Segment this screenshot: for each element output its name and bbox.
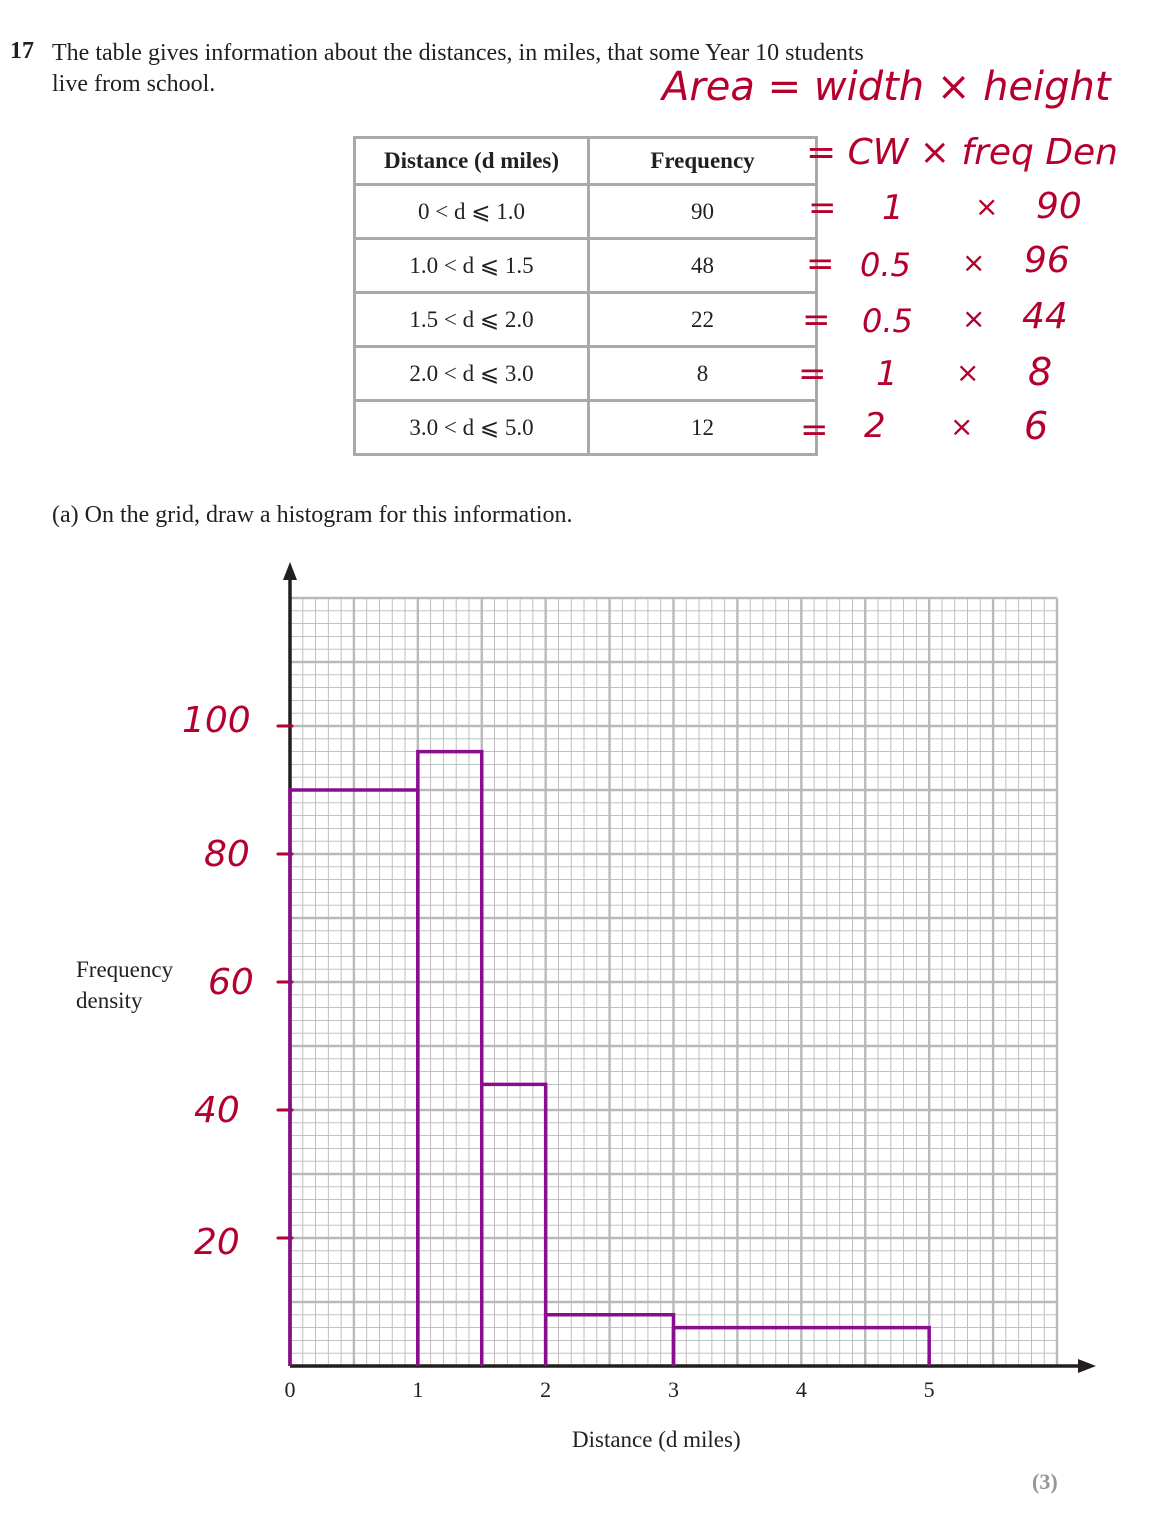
header-frequency: Frequency xyxy=(589,138,817,185)
x-tick-label: 4 xyxy=(795,1377,807,1402)
row-frequency: 48 xyxy=(589,239,817,293)
row-frequency: 8 xyxy=(589,347,817,401)
question-number: 17 xyxy=(10,38,34,64)
x-tick-label: 1 xyxy=(412,1377,424,1402)
hw-times: × xyxy=(975,190,999,223)
hw-times: × xyxy=(950,410,974,443)
row-frequency: 12 xyxy=(589,401,817,455)
header-distance: Distance (d miles) xyxy=(355,138,589,185)
hw-ylabel-100: 100 xyxy=(182,700,251,741)
x-axis-arrow xyxy=(1078,1359,1096,1373)
hw-ylabel-60: 60 xyxy=(208,962,254,1003)
y-axis-arrow xyxy=(283,562,297,580)
row-range: 1.0 < d ⩽ 1.5 xyxy=(355,239,589,293)
hw-times: × xyxy=(956,356,980,389)
y-axis-label-word: Frequency xyxy=(76,957,174,982)
row-range: 1.5 < d ⩽ 2.0 xyxy=(355,293,589,347)
hw-fd: 6 xyxy=(1024,404,1049,448)
hw-ylabel-80: 80 xyxy=(204,834,250,875)
hw-fd: 44 xyxy=(1022,296,1068,337)
hw-fd: 96 xyxy=(1024,240,1070,281)
hw-eq: = xyxy=(806,244,835,284)
x-tick-label: 0 xyxy=(284,1377,296,1402)
hw-fd: 8 xyxy=(1028,350,1053,394)
part-a-instruction: (a) On the grid, draw a histogram for this information. xyxy=(52,502,573,528)
hw-times: × xyxy=(962,246,986,279)
x-tick-label: 2 xyxy=(540,1377,552,1402)
row-range: 2.0 < d ⩽ 3.0 xyxy=(355,347,589,401)
row-frequency: 90 xyxy=(589,185,817,239)
row-frequency: 22 xyxy=(589,293,817,347)
hw-fd: 90 xyxy=(1036,186,1082,227)
marks-label: (3) xyxy=(1032,1469,1058,1494)
hw-eq: = xyxy=(808,188,837,228)
x-axis-label: Distance (d miles) xyxy=(572,1427,741,1452)
hw-cw: 2 xyxy=(864,406,886,446)
intro-line-1: The table gives information about the distances, in miles, that some Year 10 students xyxy=(52,40,864,66)
row-range: 0 < d ⩽ 1.0 xyxy=(355,185,589,239)
hw-eq: = xyxy=(798,354,827,394)
y-axis-label-word: density xyxy=(76,988,143,1013)
hw-eq: = xyxy=(800,410,829,450)
hw-times: × xyxy=(962,302,986,335)
hw-cw: 1 xyxy=(876,354,898,394)
x-tick-label: 5 xyxy=(923,1377,935,1402)
hw-eq: = xyxy=(802,300,831,340)
hw-cw: 1 xyxy=(882,188,904,228)
hw-cw: 0.5 xyxy=(862,302,913,340)
x-tick-label: 3 xyxy=(668,1377,679,1402)
grid xyxy=(290,598,1057,1366)
hw-ylabel-40: 40 xyxy=(194,1090,240,1131)
handwritten-cw-formula: = CW × freq Den xyxy=(806,132,1118,173)
row-range: 3.0 < d ⩽ 5.0 xyxy=(355,401,589,455)
hw-ylabel-20: 20 xyxy=(194,1222,240,1263)
intro-line-2: live from school. xyxy=(52,71,216,97)
handwritten-area-formula: Area = width × height xyxy=(662,64,1111,110)
hw-cw: 0.5 xyxy=(860,246,911,284)
